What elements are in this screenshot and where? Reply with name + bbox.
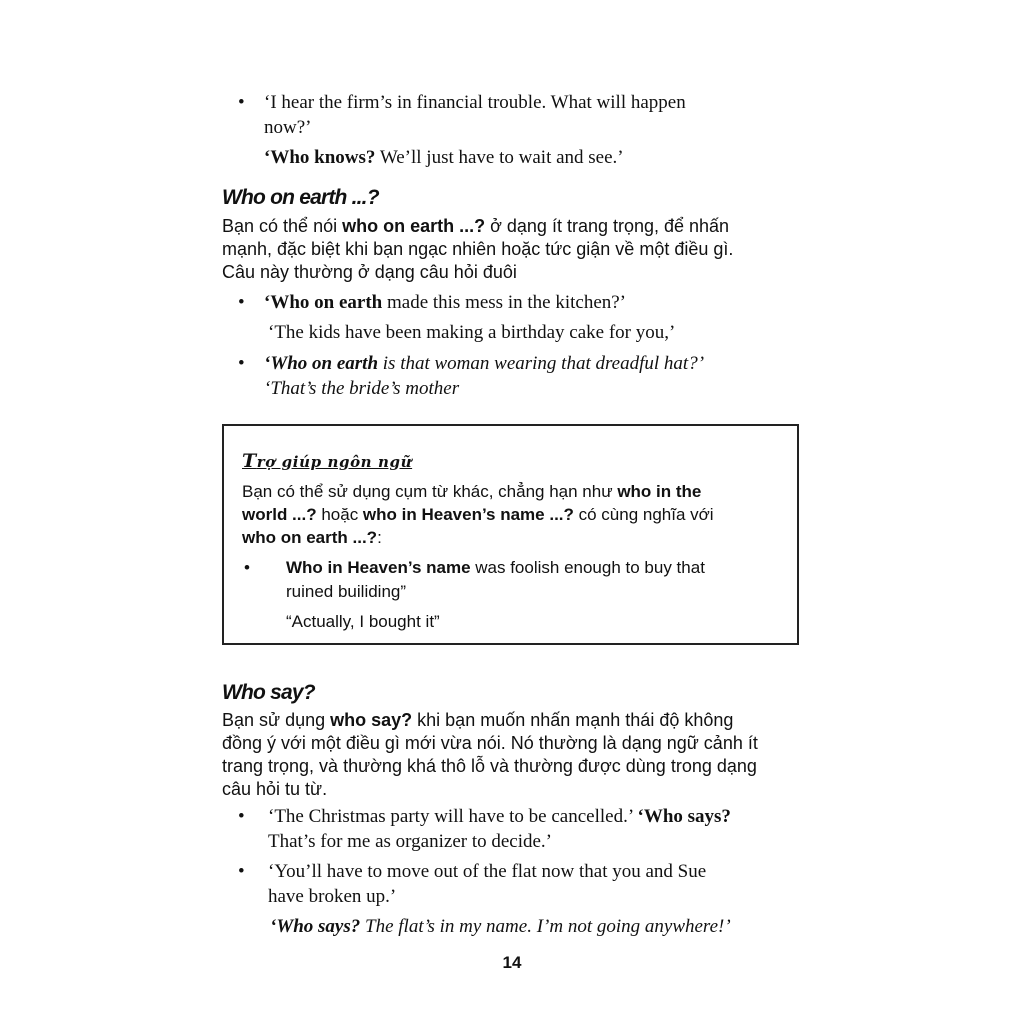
box-example: • Who in Heaven’s name was foolish enough to buy that ruined builiding” “Actually, I bought it” <box>244 556 705 634</box>
section1-example2-reply: ‘That’s the bride’s mother <box>264 378 460 399</box>
section2-example1: • ‘The Christmas party will have to be cancelled.’ ‘Who says? That’s for me as organizer to decide.’ <box>238 806 731 852</box>
section1-paragraph <box>222 215 733 284</box>
section1-example1: • ‘Who on earth made this mess in the kitchen?’ <box>238 292 627 313</box>
page-number: 14 <box>502 953 522 972</box>
bullet: • <box>238 806 245 827</box>
top-example <box>238 90 686 140</box>
box-title: Trợ giúp ngôn ngữ <box>242 450 413 472</box>
bullet: • <box>238 292 245 313</box>
box-example-reply: “Actually, I bought it” <box>286 612 440 631</box>
section1-example2: • ‘Who on earth is that woman wearing that dreadful hat?’ ‘That’s the bride’s mother <box>238 353 705 399</box>
bullet: • <box>238 92 245 113</box>
section1-line3: Câu này thường ở dạng câu hỏi đuôi <box>222 262 517 282</box>
box-example-line2: ruined builiding” <box>286 582 407 601</box>
bullet: • <box>238 861 245 882</box>
section1-example1-reply: ‘The kids have been making a birthday cake for you,’ <box>268 322 676 343</box>
bullet: • <box>244 558 250 577</box>
language-help-box <box>222 424 799 645</box>
box-paragraph: Bạn có thể sử dụng cụm từ khác, chẳng hạn như who in the world ...? hoặc who in Heaven’s name ...? có cùng nghĩa với who on earth ...?: <box>242 482 714 547</box>
section2-example2-reply: ‘Who says? The flat’s in my name. I’m not going anywhere!’ <box>270 916 731 937</box>
top-example-line2: now?’ <box>264 117 312 138</box>
section-heading-who-on-earth: Who on earth ...? <box>222 186 379 209</box>
section2-example2: • ‘You’ll have to move out of the flat now that you and Sue have broken up.’ <box>238 861 707 907</box>
reply-rest: We’ll just have to wait and see.’ <box>375 147 624 168</box>
top-example-line1: ‘I hear the firm’s in financial trouble. What will happen <box>264 92 686 113</box>
reply-bold: ‘Who knows? <box>264 147 376 168</box>
section1-line2: mạnh, đặc biệt khi bạn ngạc nhiên hoặc tức giận về một điều gì. <box>222 239 734 259</box>
section1-line1: Bạn có thể nói who on earth ...? ở dạng ít trang trọng, để nhấn <box>222 216 730 236</box>
section-heading-who-say: Who say? <box>222 681 315 704</box>
bullet: • <box>238 353 245 374</box>
top-example-reply <box>264 145 624 170</box>
section2-paragraph: Bạn sử dụng who say? khi bạn muốn nhấn mạnh thái độ không đồng ý với một điều gì mới vừa nói. Nó thường là dạng ngữ cảnh ít trang trọng, và thường khá thô lỗ và thường được dùng trong dạng câu hỏi tu từ. <box>222 710 758 799</box>
